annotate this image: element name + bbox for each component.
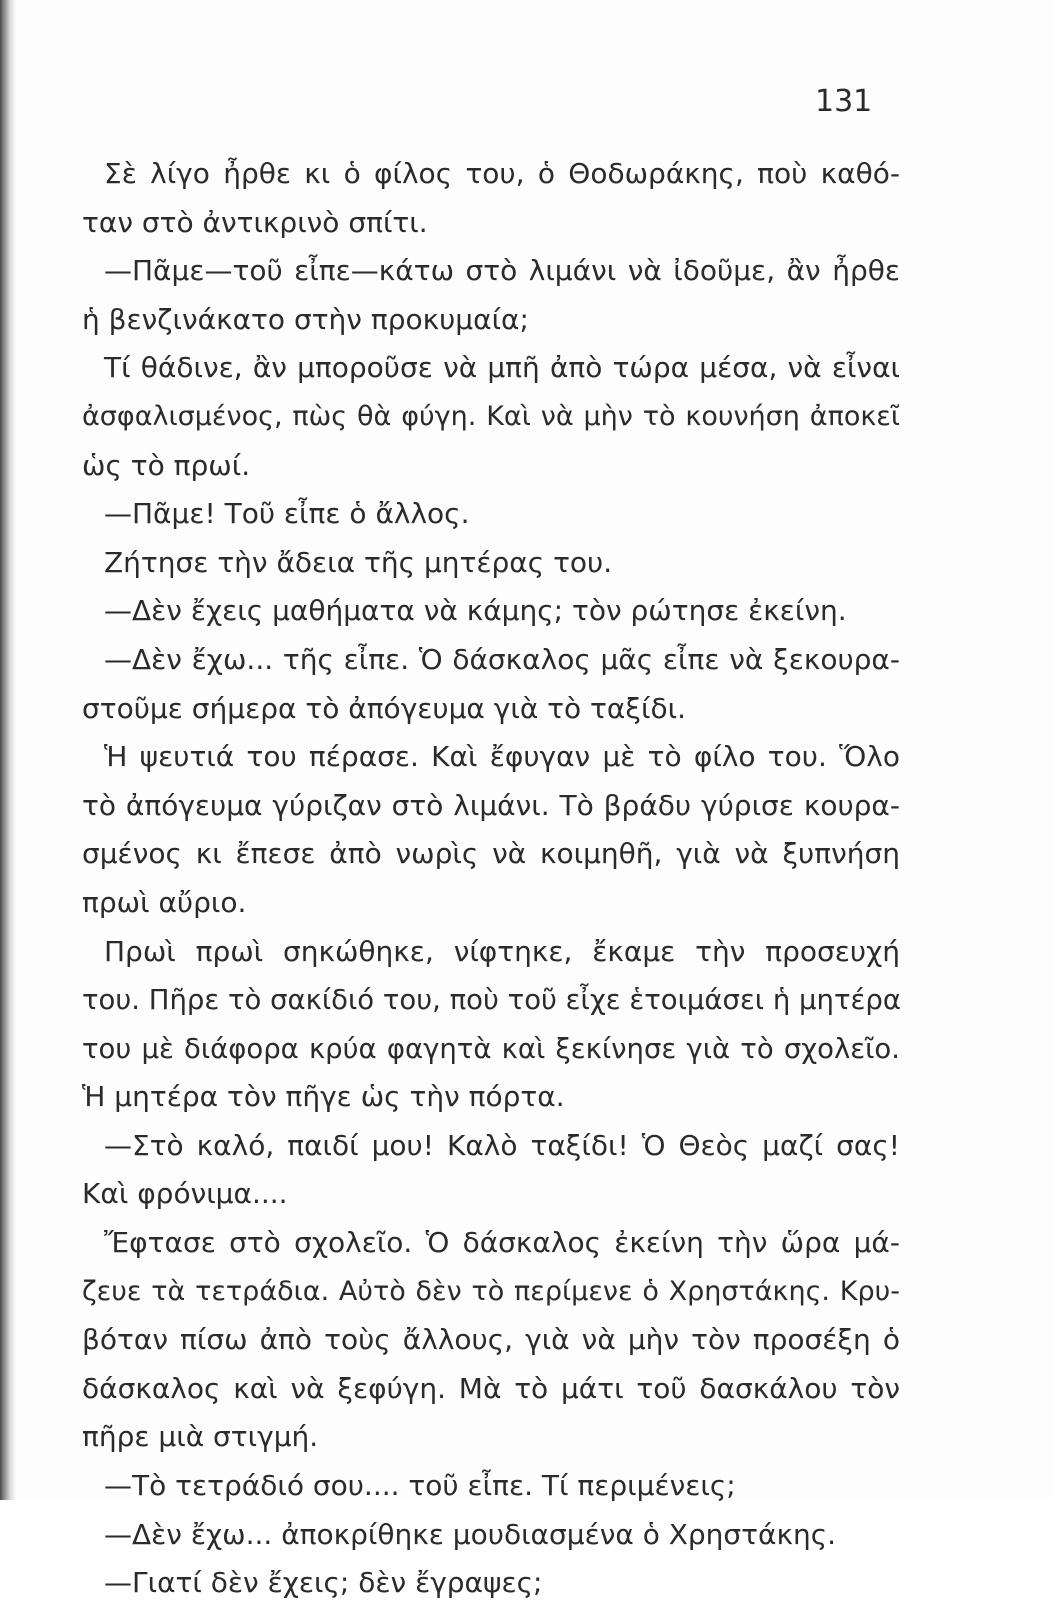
body-text (82, 150, 900, 1608)
text-line: ζευε τὰ τετράδια. Αὐτὸ δὲν τὸ περίμενε ὁ Χρηστάκης. Κρυ- (82, 1275, 900, 1307)
text-line: πῆρε μιὰ στιγμή. (82, 1420, 319, 1454)
text-line: —Δὲν ἔχω... ἀποκρίθηκε μουδιασμένα ὁ Χρηστάκης. (104, 1517, 837, 1551)
text-line: —Στὸ καλό, παιδί μου! Καλὸ ταξίδι! Ὁ Θεὸς μαζί σας! (104, 1128, 900, 1162)
text-line: Ἡ μητέρα τὸν πῆγε ὡς τὴν πόρτα. (82, 1080, 565, 1114)
text-line: Ζήτησε τὴν ἄδεια τῆς μητέρας του. (104, 545, 613, 579)
text-line: —Πᾶμε—τοῦ εἶπε—κάτω στὸ λιμάνι νὰ ἰδοῦμε, ἂν ἦρθε (104, 254, 900, 288)
text-line: του μὲ διάφορα κρύα φαγητὰ καὶ ξεκίνησε γιὰ τὸ σχολεῖο. (82, 1032, 900, 1065)
text-line: τὸ ἀπόγευμα γύριζαν στὸ λιμάνι. Τὸ βράδυ γύρισε κουρα- (82, 788, 900, 822)
text-line: σμένος κι ἔπεσε ἀπὸ νωρὶς νὰ κοιμηθῆ, γιὰ νὰ ξυπνήση (82, 837, 900, 871)
text-line: —Τὸ τετράδιό σου.... τοῦ εἶπε. Τί περιμένεις; (104, 1469, 736, 1503)
text-line: ὡς τὸ πρωί. (82, 448, 251, 482)
page-number: 131 (815, 84, 873, 119)
text-line: Σὲ λίγο ἦρθε κι ὁ φίλος του, ὁ Θοδωράκης, ποὺ καθό- (104, 157, 900, 190)
text-line: —Δὲν ἔχω... τῆς εἶπε. Ὁ δάσκαλος μᾶς εἶπε νὰ ξεκουρα- (104, 642, 900, 676)
text-line: του. Πῆρε τὸ σακίδιό του, ποὺ τοῦ εἶχε ἑτοιμάσει ἡ μητέρα (82, 984, 901, 1017)
text-line: ἡ βενζινάκατο στὴν προκυμαία; (82, 302, 529, 336)
text-line: —Γιατί δὲν ἔχεις; δὲν ἔγραψες; (104, 1566, 543, 1600)
text-line: ταν στὸ ἀντικρινὸ σπίτι. (82, 205, 428, 239)
page-gutter-shadow (0, 0, 16, 1500)
text-line: Ἔφτασε στὸ σχολεῖο. Ὁ δάσκαλος ἐκείνη τὴν ὥρα μά- (104, 1226, 900, 1260)
text-line: βόταν πίσω ἀπὸ τοὺς ἄλλους, γιὰ νὰ μὴν τὸν προσέξη ὁ (82, 1323, 900, 1357)
text-line: πρωὶ αὔριο. (82, 885, 247, 919)
text-line: Τί θάδινε, ἂν μποροῦσε νὰ μπῆ ἀπὸ τώρα μέσα, νὰ εἶναι (104, 351, 900, 385)
text-line: Καὶ φρόνιμα.... (82, 1177, 288, 1211)
text-line: στοῦμε σήμερα τὸ ἀπόγευμα γιὰ τὸ ταξίδι. (82, 691, 686, 725)
text-line: —Δὲν ἔχεις μαθήματα νὰ κάμης; τὸν ρώτησε ἐκείνη. (104, 594, 847, 628)
text-line: Ἡ ψευτιά του πέρασε. Καὶ ἔφυγαν μὲ τὸ φίλο του. Ὅλο (104, 740, 900, 774)
text-line: ἀσφαλισμένος, πὼς θὰ φύγη. Καὶ νὰ μὴν τὸ κουνήση ἀποκεῖ (82, 400, 900, 432)
text-line: Πρωὶ πρωὶ σηκώθηκε, νίφτηκε, ἔκαμε τὴν προσευχή (104, 934, 900, 968)
text-line: δάσκαλος καὶ νὰ ξεφύγη. Μὰ τὸ μάτι τοῦ δασκάλου τὸν (82, 1371, 900, 1405)
text-line: —Πᾶμε! Τοῦ εἶπε ὁ ἄλλος. (104, 497, 470, 531)
